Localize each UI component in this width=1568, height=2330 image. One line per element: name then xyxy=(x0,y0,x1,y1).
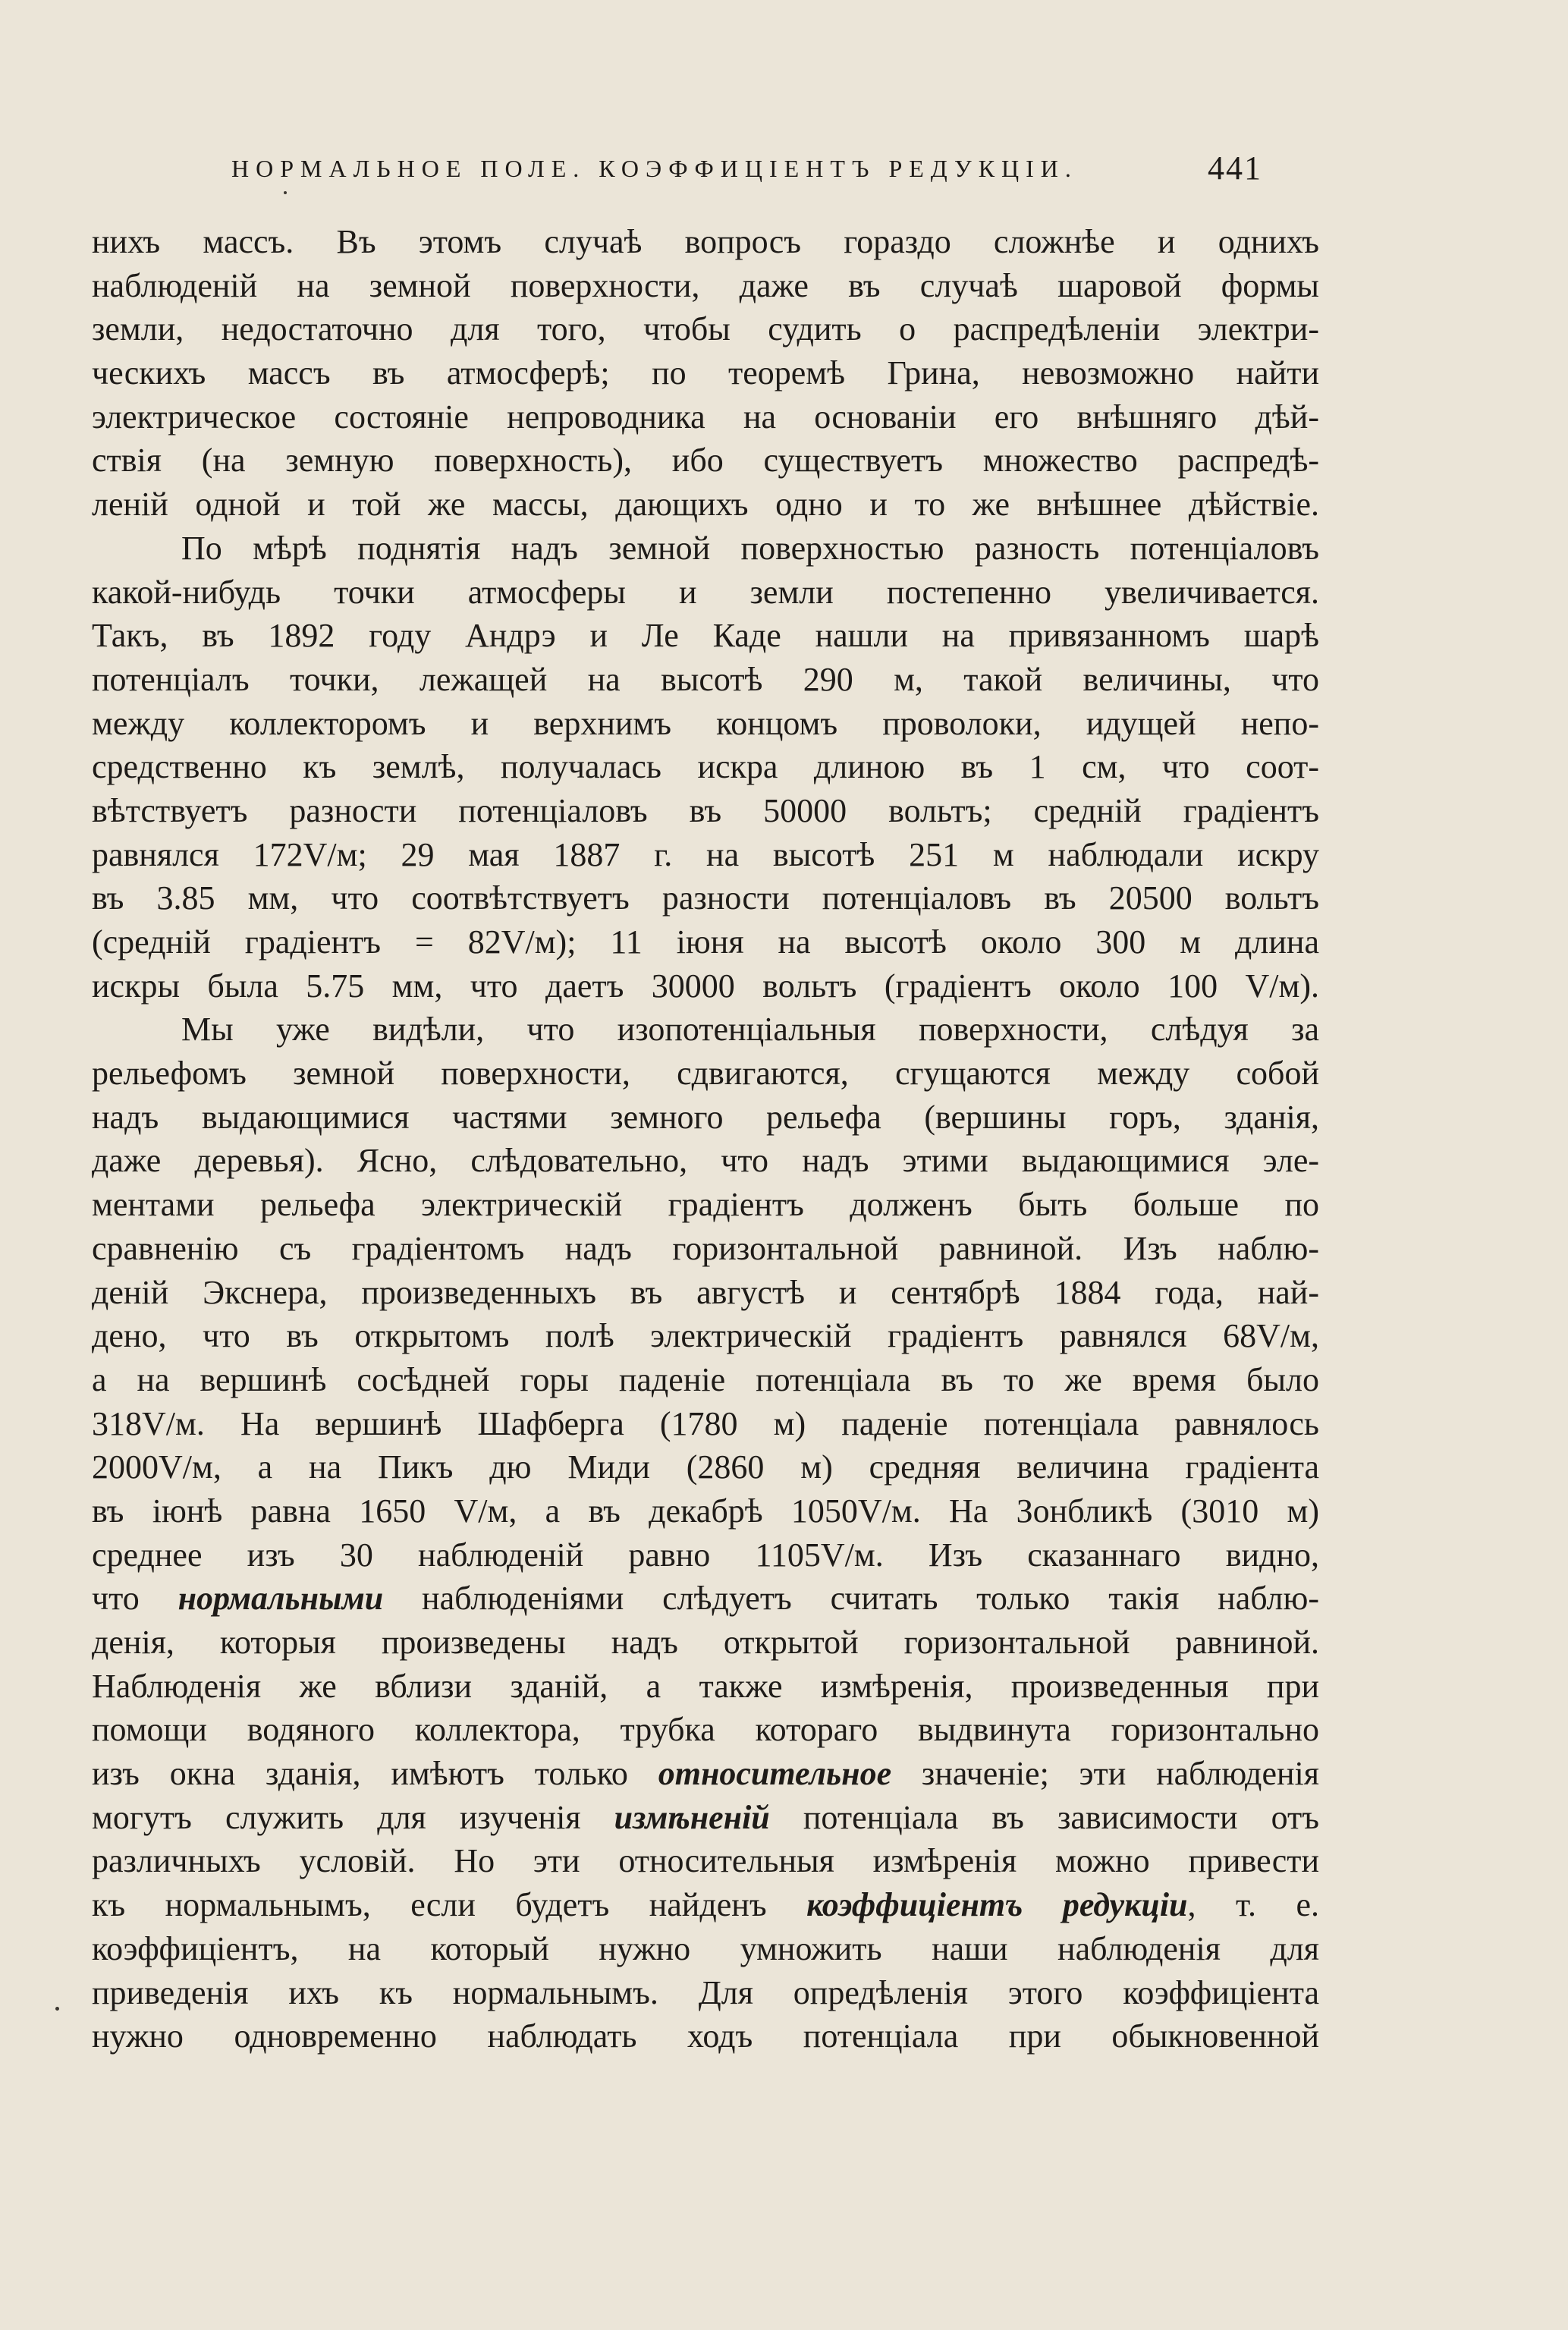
emphasized-text: измѣненій xyxy=(614,1798,770,1836)
text-line: ствія (на земную поверхность), ибо существуетъ множество распредѣ- xyxy=(92,442,1319,480)
text-line: нужно одновременно наблюдать ходъ потенціала при обыкновенной xyxy=(92,2017,1319,2055)
text-line: (средній градіентъ = 82V/м); 11 іюня на высотѣ около 300 м длина xyxy=(92,923,1319,961)
paper-speck xyxy=(284,191,287,194)
text-line: среднее изъ 30 наблюденій равно 1105V/м. Изъ сказаннаго видно, xyxy=(92,1536,1319,1574)
text-line: между коллекторомъ и верхнимъ концомъ проволоки, идущей непо- xyxy=(92,704,1319,742)
text-line: Такъ, въ 1892 году Андрэ и Ле Каде нашли на привязанномъ шарѣ xyxy=(92,617,1319,655)
text-line: искры была 5.75 мм, что даетъ 30000 вольтъ (градіентъ около 100 V/м). xyxy=(92,967,1319,1005)
text-line: 318V/м. На вершинѣ Шафберга (1780 м) паденіе потенціала равнялось xyxy=(92,1404,1319,1442)
text-line: электрическое состояніе непроводника на основаніи его внѣшняго дѣй- xyxy=(92,398,1319,435)
text-line: 2000V/м, а на Пикъ дю Миди (2860 м) средняя величина градіента xyxy=(92,1448,1319,1486)
line-text-part: потенціала въ зависимости отъ xyxy=(769,1798,1319,1836)
text-line: даже деревья). Ясно, слѣдовательно, что надъ этими выдающимися эле- xyxy=(92,1142,1319,1180)
text-line: коэффиціентъ, на который нужно умножить наши наблюденія для xyxy=(92,1929,1319,1967)
line-text-part: что xyxy=(92,1580,178,1618)
text-line: ческихъ массъ въ атмосферѣ; по теоремѣ Грина, невозможно найти xyxy=(92,354,1319,392)
line-text-part: могутъ служить для изученія xyxy=(92,1798,614,1836)
text-line: помощи водяного коллектора, трубка котораго выдвинута горизонтально xyxy=(92,1711,1319,1749)
text-line: леній одной и той же массы, дающихъ одно и то же внѣшнее дѣйствіе. xyxy=(92,486,1319,524)
text-line: какой-нибудь точки атмосферы и земли постепенно увеличивается. xyxy=(92,573,1319,611)
line-text-part: , т. е. xyxy=(1187,1886,1319,1924)
emphasized-text: нормальными xyxy=(178,1580,384,1618)
text-line xyxy=(92,1752,1319,1796)
text-line: ментами рельефа электрическій градіентъ долженъ быть больше по xyxy=(92,1186,1319,1224)
text-line: дено, что въ открытомъ полѣ электрическій градіентъ равнялся 68V/м, xyxy=(92,1317,1319,1355)
paper-speck xyxy=(55,2007,59,2011)
text-line: По мѣрѣ поднятія надъ земной поверхностью разность потенціаловъ xyxy=(181,529,1319,567)
text-line: наблюденій на земной поверхности, даже въ случаѣ шаровой формы xyxy=(92,266,1319,304)
line-text-part: изъ окна зданія, имѣютъ только xyxy=(92,1755,658,1793)
line-text-part: наблюденіями слѣдуетъ считать только такія наблю- xyxy=(383,1580,1320,1618)
text-line: денія, которыя произведены надъ открытой горизонтальной равниной. xyxy=(92,1624,1319,1661)
text-line xyxy=(92,1577,1319,1621)
emphasized-text: относительное xyxy=(658,1755,892,1793)
text-line: равнялся 172V/м; 29 мая 1887 г. на высотѣ 251 м наблюдали искру xyxy=(92,835,1319,873)
text-line: средственно къ землѣ, получалась искра длиною въ 1 см, что соот- xyxy=(92,748,1319,786)
text-line: рельефомъ земной поверхности, сдвигаются, сгущаются между собой xyxy=(92,1055,1319,1093)
text-line: приведенія ихъ къ нормальнымъ. Для опредѣленія этого коэффиціента xyxy=(92,1973,1319,2011)
emphasized-text: коэффиціентъ редукціи xyxy=(806,1886,1188,1924)
line-text-part: къ нормальнымъ, если будетъ найденъ xyxy=(92,1886,807,1924)
text-line: въ 3.85 мм, что соотвѣтствуетъ разности потенціаловъ въ 20500 вольтъ xyxy=(92,879,1319,917)
page-number: 441 xyxy=(1208,149,1262,187)
text-line: земли, недостаточно для того, чтобы судить о распредѣленіи электри- xyxy=(92,310,1319,348)
text-line: нихъ массъ. Въ этомъ случаѣ вопросъ гораздо сложнѣе и однихъ xyxy=(92,223,1319,260)
text-line: сравненію съ градіентомъ надъ горизонтальной равниной. Изъ наблю- xyxy=(92,1229,1319,1267)
text-line: надъ выдающимися частями земного рельефа (вершины горъ, зданія, xyxy=(92,1098,1319,1136)
text-line: въ іюнѣ равна 1650 V/м, а въ декабрѣ 1050V/м. На Зонбликѣ (3010 м) xyxy=(92,1492,1319,1530)
text-line: Мы уже видѣли, что изопотенціальныя поверхности, слѣдуя за xyxy=(181,1011,1319,1049)
text-line: а на вершинѣ сосѣдней горы паденіе потенціала въ то же время было xyxy=(92,1360,1319,1398)
page-header xyxy=(0,149,1568,194)
line-text-part: значеніе; эти наблюденія xyxy=(891,1755,1319,1793)
text-line: потенціалъ точки, лежащей на высотѣ 290 м, такой величины, что xyxy=(92,660,1319,698)
text-line xyxy=(92,1796,1319,1840)
text-line: вѣтствуетъ разности потенціаловъ въ 50000 вольтъ; средній градіентъ xyxy=(92,791,1319,829)
text-line: различныхъ условій. Но эти относительныя измѣренія можно привести xyxy=(92,1842,1319,1880)
text-line xyxy=(92,1883,1319,1927)
body-text xyxy=(92,220,1319,2058)
text-line: Наблюденія же вблизи зданій, а также измѣренія, произведенныя при xyxy=(92,1667,1319,1705)
text-line: деній Экснера, произведенныхъ въ августѣ и сентябрѣ 1884 года, най- xyxy=(92,1273,1319,1311)
running-head: НОРМАЛЬНОЕ ПОЛЕ. КОЭФФИЦІЕНТЪ РЕДУКЦІИ. xyxy=(231,155,1078,182)
